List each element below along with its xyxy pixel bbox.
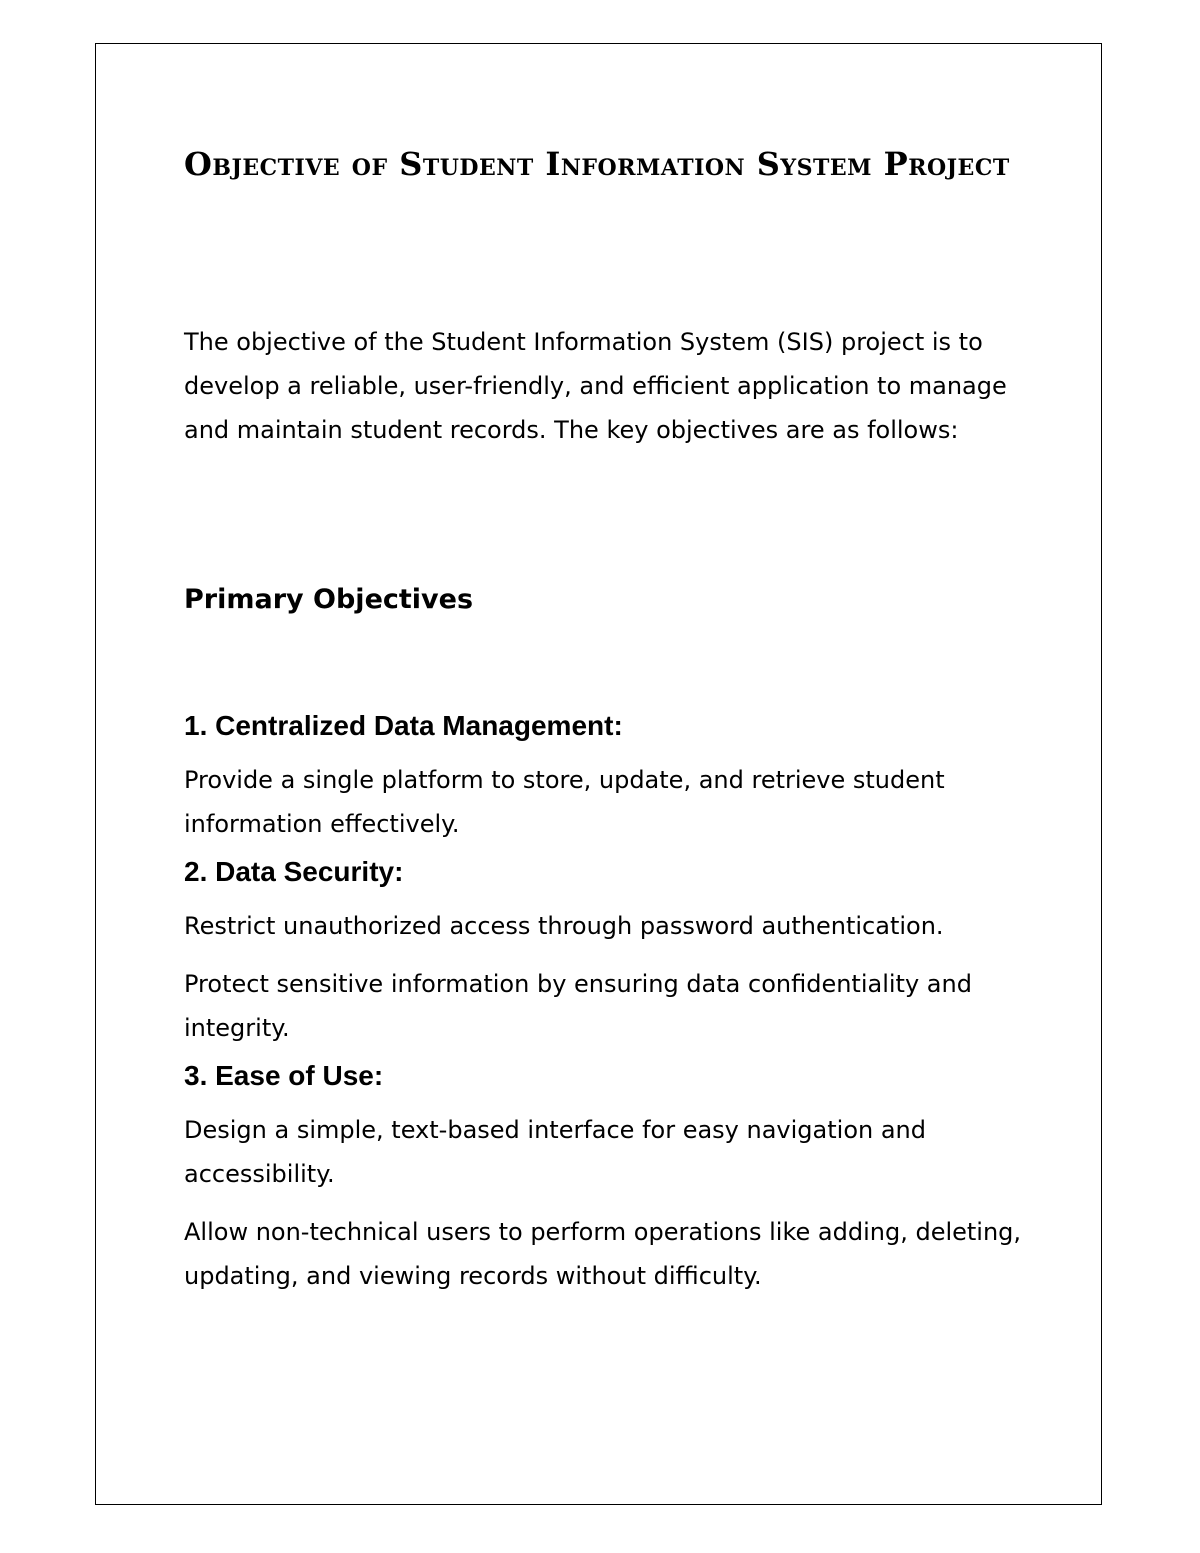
objective-heading-centralized-data: 1. Centralized Data Management: (184, 710, 623, 741)
objective-paragraph: Provide a single platform to store, update, and retrieve student information effectively. (184, 766, 945, 838)
objectives-list (184, 706, 1024, 1298)
document-body (184, 140, 1024, 1290)
objective-paragraph: Allow non-technical users to perform operations like adding, deleting, updating, and viewing records without difficulty. (184, 1218, 1022, 1290)
objective-heading-ease-of-use: 3. Ease of Use: (184, 1060, 384, 1091)
objective-paragraph: Design a simple, text-based interface for easy navigation and accessibility. (184, 1116, 926, 1188)
objective-paragraph: Protect sensitive information by ensuring data confidentiality and integrity. (184, 970, 972, 1042)
objective-heading-data-security: 2. Data Security: (184, 856, 404, 887)
primary-objectives-heading: Primary Objectives (184, 584, 474, 615)
document-title: Objective of Student Information System Project (184, 145, 1010, 183)
objective-paragraph: Restrict unauthorized access through password authentication. (184, 912, 944, 940)
intro-paragraph: The objective of the Student Information System (SIS) project is to develop a reliable, user-friendly, and efficient application to manage and maintain student records. The key objectives are as follows: (184, 328, 1007, 444)
